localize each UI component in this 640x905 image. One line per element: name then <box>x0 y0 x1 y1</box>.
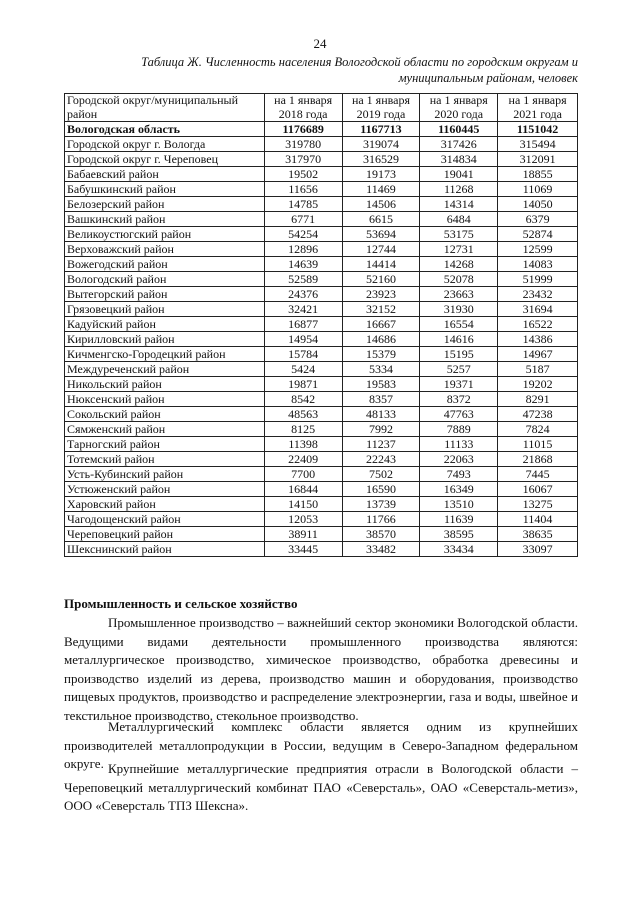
table-header-row <box>65 94 578 122</box>
table-row <box>65 527 578 542</box>
table-row <box>65 182 578 197</box>
district-name-cell: Великоустюгский район <box>65 227 265 242</box>
population-cell: 11639 <box>420 512 498 527</box>
population-cell: 53694 <box>342 227 420 242</box>
population-cell: 1151042 <box>498 122 578 137</box>
district-name-cell: Череповецкий район <box>65 527 265 542</box>
population-cell: 32152 <box>342 302 420 317</box>
district-name-cell: Харовский район <box>65 497 265 512</box>
district-name-cell: Бабаевский район <box>65 167 265 182</box>
population-cell: 1176689 <box>264 122 342 137</box>
population-cell: 16522 <box>498 317 578 332</box>
table-row <box>65 257 578 272</box>
district-name-cell: Сокольский район <box>65 407 265 422</box>
population-cell: 19871 <box>264 377 342 392</box>
population-cell: 14268 <box>420 257 498 272</box>
population-cell: 38595 <box>420 527 498 542</box>
population-cell: 8125 <box>264 422 342 437</box>
population-cell: 7493 <box>420 467 498 482</box>
district-name-cell: Бабушкинский район <box>65 182 265 197</box>
population-cell: 14083 <box>498 257 578 272</box>
district-name-cell: Верховажский район <box>65 242 265 257</box>
population-cell: 14386 <box>498 332 578 347</box>
population-cell: 15379 <box>342 347 420 362</box>
district-name-cell: Сямженский район <box>65 422 265 437</box>
population-cell: 16877 <box>264 317 342 332</box>
table-row <box>65 512 578 527</box>
population-cell: 31694 <box>498 302 578 317</box>
paragraph: Промышленное производство – важнейший сектор экономики Вологодской области. Ведущими видами деятельности промышленного производства являются: металлургическое производство, химическое производство, обработка древесины и производство изделий из дерева, производство машин и оборудования, производство пищевых продуктов, производство и распределение электроэнергии, газа и воды, швейное и текстильное производство, стекольное производство. <box>64 615 578 723</box>
population-cell: 16067 <box>498 482 578 497</box>
population-cell: 11398 <box>264 437 342 452</box>
population-cell: 53175 <box>420 227 498 242</box>
table-row <box>65 422 578 437</box>
population-cell: 5257 <box>420 362 498 377</box>
population-cell: 6379 <box>498 212 578 227</box>
table-row <box>65 392 578 407</box>
population-cell: 5187 <box>498 362 578 377</box>
population-cell: 7502 <box>342 467 420 482</box>
table-row <box>65 377 578 392</box>
population-cell: 14954 <box>264 332 342 347</box>
table-row <box>65 482 578 497</box>
population-cell: 13739 <box>342 497 420 512</box>
population-cell: 48563 <box>264 407 342 422</box>
population-cell: 12731 <box>420 242 498 257</box>
table-row <box>65 137 578 152</box>
population-cell: 38570 <box>342 527 420 542</box>
district-name-cell: Вашкинский район <box>65 212 265 227</box>
population-cell: 11766 <box>342 512 420 527</box>
section-title: Промышленность и сельское хозяйство <box>64 596 298 611</box>
district-name-cell: Грязовецкий район <box>65 302 265 317</box>
population-cell: 317426 <box>420 137 498 152</box>
table-row <box>65 167 578 182</box>
table-row <box>65 542 578 557</box>
population-cell: 14639 <box>264 257 342 272</box>
population-cell: 8372 <box>420 392 498 407</box>
table-caption: Таблица Ж. Численность населения Вологодской области по городским округам и муниципальным районам, человек <box>141 55 578 85</box>
population-cell: 319780 <box>264 137 342 152</box>
table-row <box>65 152 578 167</box>
population-cell: 19202 <box>498 377 578 392</box>
table-row <box>65 227 578 242</box>
population-cell: 317970 <box>264 152 342 167</box>
population-cell: 48133 <box>342 407 420 422</box>
population-cell: 24376 <box>264 287 342 302</box>
table-row <box>65 287 578 302</box>
population-cell: 7992 <box>342 422 420 437</box>
population-cell: 38911 <box>264 527 342 542</box>
population-cell: 316529 <box>342 152 420 167</box>
population-cell: 314834 <box>420 152 498 167</box>
population-cell: 16349 <box>420 482 498 497</box>
table-row <box>65 197 578 212</box>
population-cell: 11268 <box>420 182 498 197</box>
population-cell: 33482 <box>342 542 420 557</box>
table-row <box>65 437 578 452</box>
table-row <box>65 302 578 317</box>
population-cell: 14506 <box>342 197 420 212</box>
population-cell: 7445 <box>498 467 578 482</box>
district-name-cell: Тотемский район <box>65 452 265 467</box>
table-row <box>65 122 578 137</box>
district-name-cell: Вытегорский район <box>65 287 265 302</box>
population-cell: 14967 <box>498 347 578 362</box>
district-name-cell: Никольский район <box>65 377 265 392</box>
population-cell: 23923 <box>342 287 420 302</box>
population-cell: 47763 <box>420 407 498 422</box>
population-cell: 16554 <box>420 317 498 332</box>
population-cell: 14616 <box>420 332 498 347</box>
header-district: Городской округ/муниципальный район <box>65 94 265 122</box>
population-cell: 38635 <box>498 527 578 542</box>
population-cell: 23663 <box>420 287 498 302</box>
table-row <box>65 347 578 362</box>
paragraph: Крупнейшие металлургические предприятия отрасли в Вологодской области – Череповецкий металлургический комбинат ПАО «Северсталь», ОАО «Северсталь-метиз», ООО «Северсталь ТПЗ Шексна». <box>64 761 578 814</box>
population-cell: 52160 <box>342 272 420 287</box>
population-cell: 23432 <box>498 287 578 302</box>
population-cell: 1160445 <box>420 122 498 137</box>
population-cell: 13275 <box>498 497 578 512</box>
population-cell: 11404 <box>498 512 578 527</box>
table-row <box>65 467 578 482</box>
population-cell: 54254 <box>264 227 342 242</box>
population-cell: 19502 <box>264 167 342 182</box>
population-cell: 14785 <box>264 197 342 212</box>
population-cell: 47238 <box>498 407 578 422</box>
page-number: 24 <box>313 36 327 51</box>
population-table <box>64 93 578 557</box>
table-row <box>65 272 578 287</box>
population-cell: 6771 <box>264 212 342 227</box>
population-cell: 12053 <box>264 512 342 527</box>
table-row <box>65 332 578 347</box>
population-cell: 312091 <box>498 152 578 167</box>
population-cell: 7824 <box>498 422 578 437</box>
population-cell: 6484 <box>420 212 498 227</box>
population-cell: 14150 <box>264 497 342 512</box>
population-cell: 5334 <box>342 362 420 377</box>
population-cell: 5424 <box>264 362 342 377</box>
district-name-cell: Междуреченский район <box>65 362 265 377</box>
district-name-cell: Чагодощенский район <box>65 512 265 527</box>
header-2021: на 1 января 2021 года <box>498 94 578 122</box>
population-cell: 52874 <box>498 227 578 242</box>
district-name-cell: Городской округ г. Череповец <box>65 152 265 167</box>
population-cell: 19173 <box>342 167 420 182</box>
population-cell: 32421 <box>264 302 342 317</box>
population-cell: 19041 <box>420 167 498 182</box>
header-2020: на 1 января 2020 года <box>420 94 498 122</box>
population-cell: 11469 <box>342 182 420 197</box>
district-name-cell: Шекснинский район <box>65 542 265 557</box>
population-cell: 12744 <box>342 242 420 257</box>
table-body <box>65 122 578 557</box>
population-cell: 16844 <box>264 482 342 497</box>
paragraph: Металлургический комплекс области является одним из крупнейших производителей металлопродукции в России, ведущим в Северо-Западном федеральном округе. <box>64 719 578 772</box>
district-name-cell: Кадуйский район <box>65 317 265 332</box>
district-name-cell: Городской округ г. Вологда <box>65 137 265 152</box>
population-cell: 12896 <box>264 242 342 257</box>
population-cell: 11656 <box>264 182 342 197</box>
district-name-cell: Усть-Кубинский район <box>65 467 265 482</box>
table-row <box>65 452 578 467</box>
table-row <box>65 212 578 227</box>
table-row <box>65 497 578 512</box>
population-cell: 51999 <box>498 272 578 287</box>
population-cell: 33434 <box>420 542 498 557</box>
population-cell: 16590 <box>342 482 420 497</box>
population-cell: 18855 <box>498 167 578 182</box>
population-cell: 7889 <box>420 422 498 437</box>
district-name-cell: Тарногский район <box>65 437 265 452</box>
population-cell: 11237 <box>342 437 420 452</box>
population-cell: 14414 <box>342 257 420 272</box>
table-row <box>65 362 578 377</box>
population-cell: 15195 <box>420 347 498 362</box>
population-cell: 22409 <box>264 452 342 467</box>
population-cell: 11015 <box>498 437 578 452</box>
district-name-cell: Кичменгско-Городецкий район <box>65 347 265 362</box>
population-cell: 11069 <box>498 182 578 197</box>
table-row <box>65 317 578 332</box>
district-name-cell: Белозерский район <box>65 197 265 212</box>
population-cell: 33445 <box>264 542 342 557</box>
population-cell: 1167713 <box>342 122 420 137</box>
population-cell: 315494 <box>498 137 578 152</box>
table-row <box>65 242 578 257</box>
population-cell: 52078 <box>420 272 498 287</box>
population-cell: 15784 <box>264 347 342 362</box>
population-cell: 22243 <box>342 452 420 467</box>
district-name-cell: Вологодский район <box>65 272 265 287</box>
population-cell: 8542 <box>264 392 342 407</box>
population-cell: 21868 <box>498 452 578 467</box>
population-cell: 11133 <box>420 437 498 452</box>
table-row <box>65 407 578 422</box>
population-cell: 6615 <box>342 212 420 227</box>
population-cell: 52589 <box>264 272 342 287</box>
population-cell: 8291 <box>498 392 578 407</box>
population-cell: 19371 <box>420 377 498 392</box>
district-name-cell: Устюженский район <box>65 482 265 497</box>
population-cell: 16667 <box>342 317 420 332</box>
population-cell: 31930 <box>420 302 498 317</box>
population-cell: 7700 <box>264 467 342 482</box>
district-name-cell: Кирилловский район <box>65 332 265 347</box>
population-cell: 22063 <box>420 452 498 467</box>
population-cell: 13510 <box>420 497 498 512</box>
header-2019: на 1 января 2019 года <box>342 94 420 122</box>
population-cell: 14686 <box>342 332 420 347</box>
population-cell: 319074 <box>342 137 420 152</box>
district-name-cell: Нюксенский район <box>65 392 265 407</box>
population-cell: 14050 <box>498 197 578 212</box>
population-cell: 14314 <box>420 197 498 212</box>
header-2018: на 1 января 2018 года <box>264 94 342 122</box>
district-name-cell: Вологодская область <box>65 122 265 137</box>
population-cell: 33097 <box>498 542 578 557</box>
population-cell: 8357 <box>342 392 420 407</box>
population-cell: 12599 <box>498 242 578 257</box>
district-name-cell: Вожегодский район <box>65 257 265 272</box>
population-cell: 19583 <box>342 377 420 392</box>
